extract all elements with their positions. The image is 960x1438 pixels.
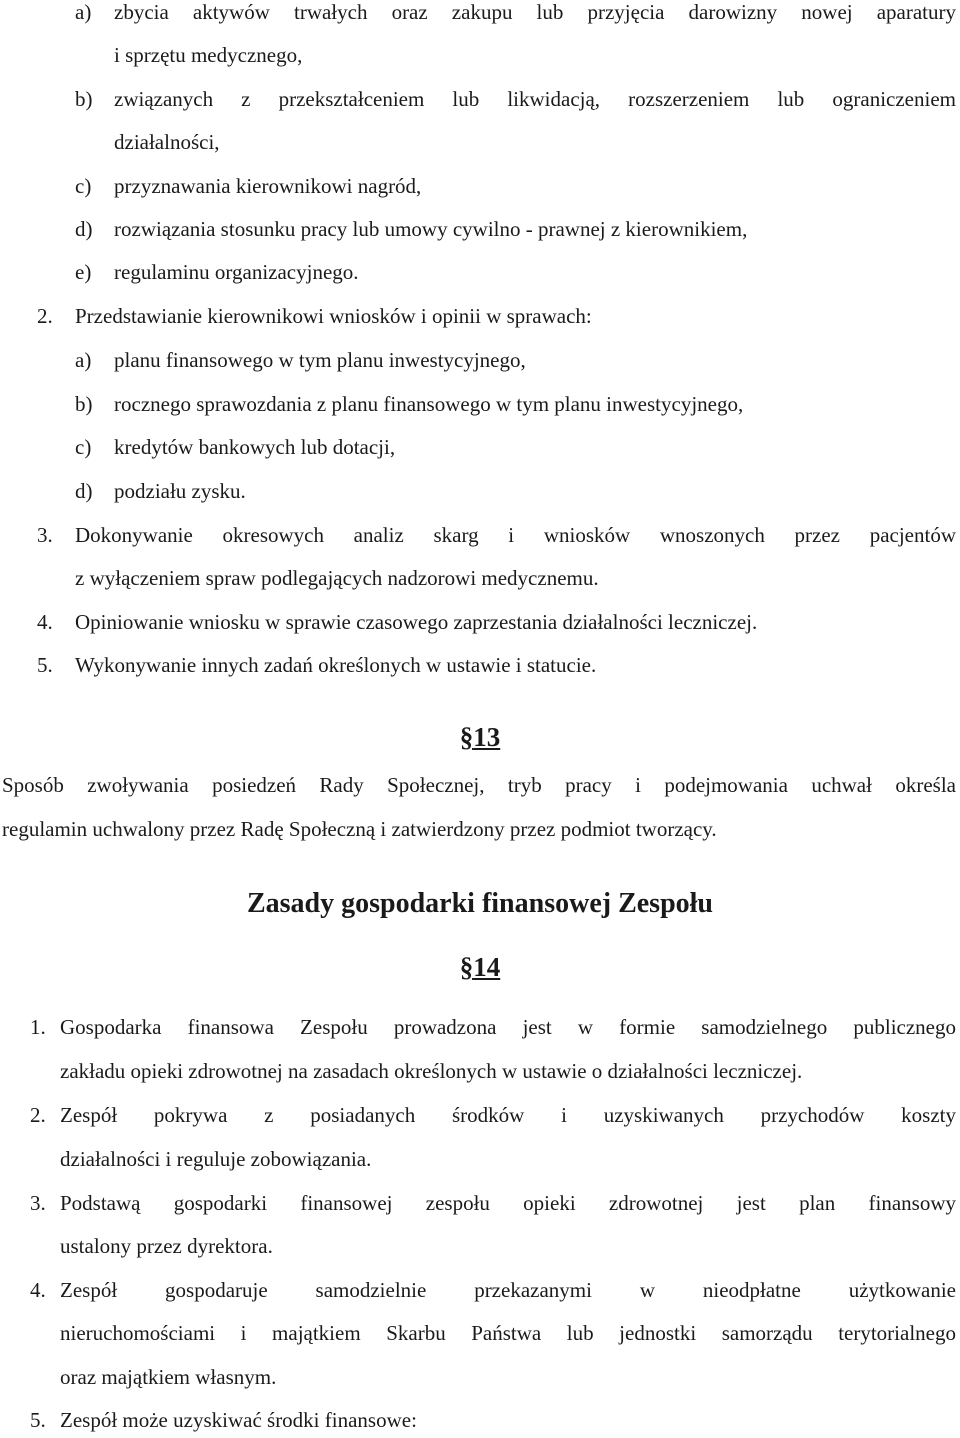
item-text: Przedstawianie kierownikowi wniosków i opinii w sprawach: (75, 304, 592, 328)
list-label: d) (75, 217, 93, 241)
item-text: Zespół gospodaruje samodzielnie przekazanymi w nieodpłatne użytkowanie (60, 1278, 956, 1302)
item-text: Opiniowanie wniosku w sprawie czasowego zaprzestania działalności leczniczej. (75, 610, 758, 634)
list-label: a) (75, 0, 92, 24)
item-number: 2. (30, 1103, 46, 1127)
list-label: e) (75, 260, 92, 284)
list-label: c) (75, 435, 92, 459)
item-text: Gospodarka finansowa Zespołu prowadzona jest w formie samodzielnego publicznego (60, 1015, 956, 1039)
paragraph-text: Sposób zwoływania posiedzeń Rady Społecznej, tryb pracy i podejmowania uchwał określa (2, 773, 956, 797)
item-number: 1. (30, 1015, 46, 1039)
item-text: Dokonywanie okresowych analiz skarg i wniosków wnoszonych przez pacjentów (75, 523, 956, 547)
section-title: Zasady gospodarki finansowej Zespołu (246, 888, 713, 919)
list-text: rozwiązania stosunku pracy lub umowy cywilno - prawnej z kierownikiem, (114, 217, 748, 241)
item-text: oraz majątkiem własnym. (60, 1365, 277, 1389)
paragraph-number: 13 (473, 722, 501, 752)
list-label: a) (75, 348, 92, 372)
paragraph-number: 14 (473, 952, 501, 982)
section-symbol: § (459, 722, 474, 752)
list-text: kredytów bankowych lub dotacji, (114, 435, 396, 459)
list-label: d) (75, 479, 93, 503)
list-text: zbycia aktywów trwałych oraz zakupu lub przyjęcia darowizny nowej aparatury (114, 0, 956, 24)
item-number: 2. (37, 304, 53, 328)
item-text: Zespół może uzyskiwać środki finansowe: (60, 1408, 417, 1432)
item-text: Zespół pokrywa z posiadanych środków i uzyskiwanych przychodów koszty (60, 1103, 956, 1127)
item-text: Wykonywanie innych zadań określonych w ustawie i statucie. (75, 653, 597, 677)
list-text: i sprzętu medycznego, (114, 43, 303, 67)
item-number: 4. (37, 610, 53, 634)
list-text: regulaminu organizacyjnego. (114, 260, 359, 284)
item-text: działalności i reguluje zobowiązania. (60, 1147, 372, 1171)
list-text: rocznego sprawozdania z planu finansowego w tym planu inwestycyjnego, (114, 392, 744, 416)
item-text: ustalony przez dyrektora. (60, 1234, 273, 1258)
list-label: c) (75, 174, 92, 198)
section-symbol: § (459, 952, 474, 982)
list-text: przyznawania kierownikowi nagród, (114, 174, 422, 198)
item-number: 5. (30, 1408, 46, 1432)
item-text: zakładu opieki zdrowotnej na zasadach określonych w ustawie o działalności leczniczej. (60, 1059, 803, 1083)
item-number: 4. (30, 1278, 46, 1302)
list-text: podziału zysku. (114, 479, 246, 503)
item-number: 3. (30, 1191, 46, 1215)
item-text: nieruchomościami i majątkiem Skarbu Państwa lub jednostki samorządu terytorialnego (60, 1321, 956, 1345)
list-text: działalności, (114, 130, 220, 154)
paragraph-heading (0, 722, 960, 753)
list-label: b) (75, 87, 93, 111)
paragraph-heading (0, 952, 960, 983)
list-label: b) (75, 392, 93, 416)
paragraph-text: regulamin uchwalony przez Radę Społeczną i zatwierdzony przez podmiot tworzący. (2, 817, 717, 841)
item-text: Podstawą gospodarki finansowej zespołu opieki zdrowotnej jest plan finansowy (60, 1191, 956, 1215)
item-text: z wyłączeniem spraw podlegających nadzorowi medycznemu. (75, 566, 599, 590)
list-text: związanych z przekształceniem lub likwidacją, rozszerzeniem lub ograniczeniem (114, 87, 956, 111)
item-number: 5. (37, 653, 53, 677)
list-text: planu finansowego w tym planu inwestycyjnego, (114, 348, 526, 372)
item-number: 3. (37, 523, 53, 547)
